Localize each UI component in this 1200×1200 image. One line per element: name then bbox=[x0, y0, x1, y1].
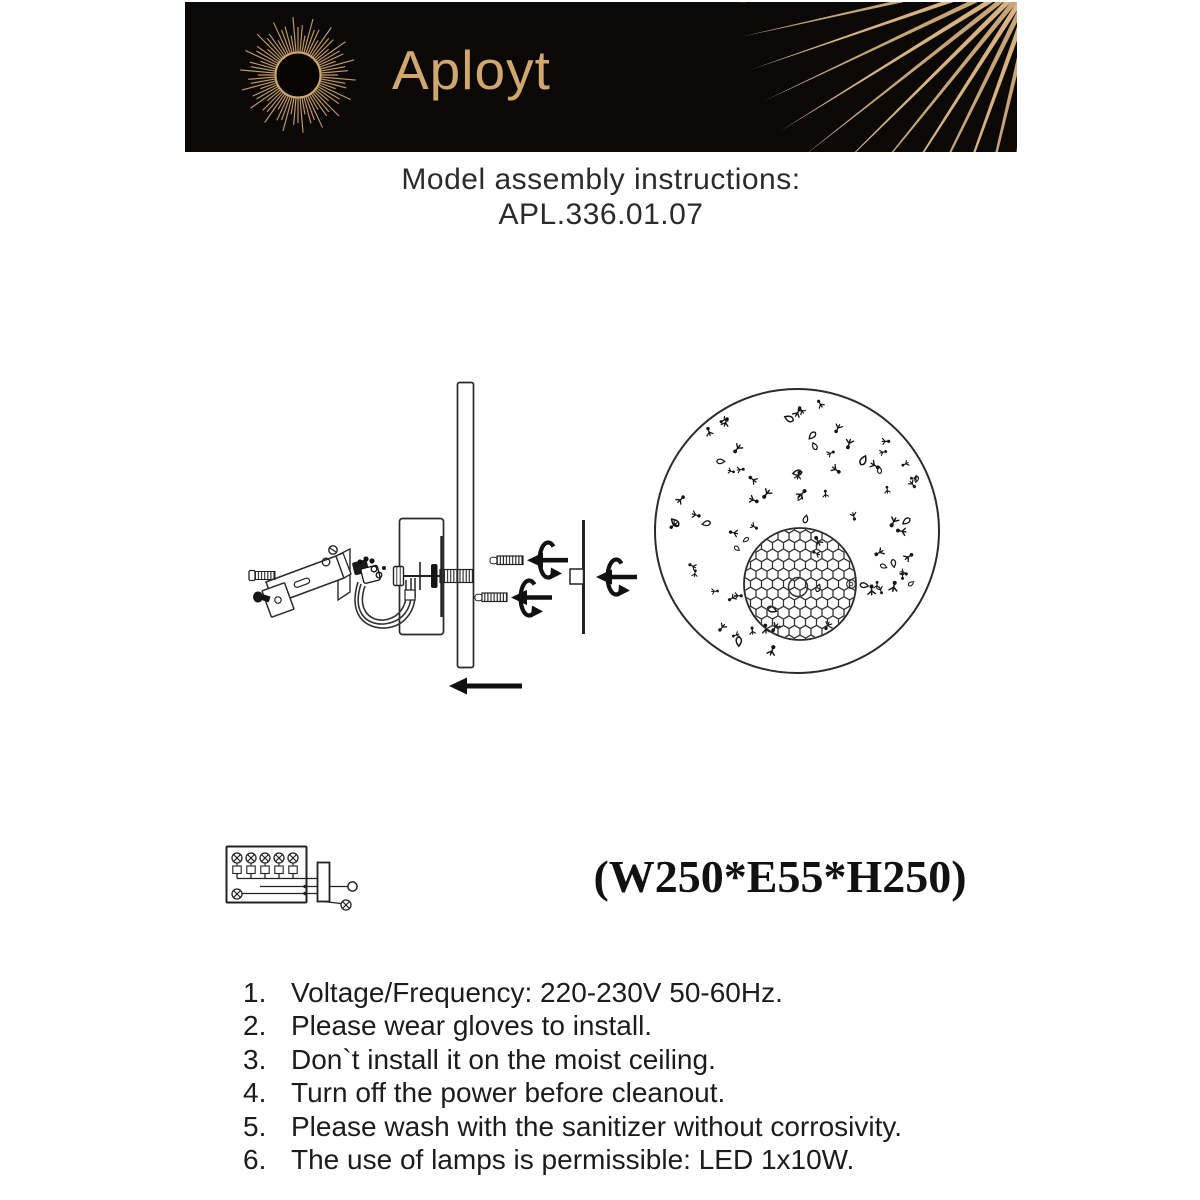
instruction-list bbox=[243, 976, 1023, 1177]
instruction-item bbox=[243, 1043, 1023, 1077]
sunburst-core bbox=[277, 54, 319, 96]
lamp-front-view-diagram bbox=[650, 382, 950, 682]
page-title: Model assembly instructions: bbox=[401, 163, 801, 196]
hex-nut bbox=[394, 567, 404, 586]
gold-rays-icon bbox=[685, 2, 1017, 152]
item-number: 2. bbox=[243, 1010, 267, 1042]
exploded-assembly-diagram bbox=[225, 372, 665, 702]
item-text: Don`t install it on the moist ceiling. bbox=[291, 1043, 716, 1075]
instruction-item bbox=[243, 1077, 1023, 1111]
wiring-diagram bbox=[220, 838, 370, 923]
item-number: 1. bbox=[243, 976, 267, 1008]
item-text: The use of lamps is permissible: LED 1x10W. bbox=[291, 1144, 855, 1176]
brand-header bbox=[185, 2, 1017, 152]
instruction-item bbox=[243, 1144, 1023, 1178]
instruction-item bbox=[243, 1010, 1023, 1044]
direction-arrow bbox=[449, 678, 522, 695]
lamp-symbol bbox=[348, 882, 357, 891]
instruction-item bbox=[243, 976, 1023, 1010]
terminal-hardware bbox=[352, 556, 386, 583]
dimensions-label: (W250*E55*H250) bbox=[593, 851, 967, 902]
screw-left bbox=[249, 571, 275, 581]
item-text: Please wear gloves to install. bbox=[291, 1010, 653, 1042]
item-text: Voltage/Frequency: 220-230V 50-60Hz. bbox=[291, 976, 783, 1008]
instruction-item bbox=[243, 1110, 1023, 1144]
item-number: 6. bbox=[243, 1144, 267, 1176]
terminal-screws bbox=[232, 853, 298, 874]
fixing-screw-top bbox=[490, 556, 523, 565]
driver-block bbox=[318, 863, 330, 902]
item-text: Please wash with the sanitizer without corrosivity. bbox=[291, 1110, 903, 1142]
wall-notch bbox=[570, 569, 584, 584]
washer bbox=[431, 564, 438, 588]
earth-screw bbox=[232, 889, 242, 899]
fixing-screw-bottom bbox=[475, 593, 507, 602]
item-number: 4. bbox=[243, 1077, 267, 1109]
item-number: 3. bbox=[243, 1043, 267, 1075]
model-number: APL.336.01.07 bbox=[498, 198, 704, 231]
lamp-panel-edge bbox=[458, 383, 474, 668]
threaded-stud bbox=[440, 570, 473, 583]
wires bbox=[237, 874, 348, 904]
brand-name: Aployt bbox=[392, 39, 551, 101]
ground-screw bbox=[341, 900, 351, 910]
item-number: 5. bbox=[243, 1110, 267, 1142]
item-text: Turn off the power before cleanout. bbox=[291, 1077, 726, 1109]
sunburst-logo-icon bbox=[233, 9, 363, 139]
